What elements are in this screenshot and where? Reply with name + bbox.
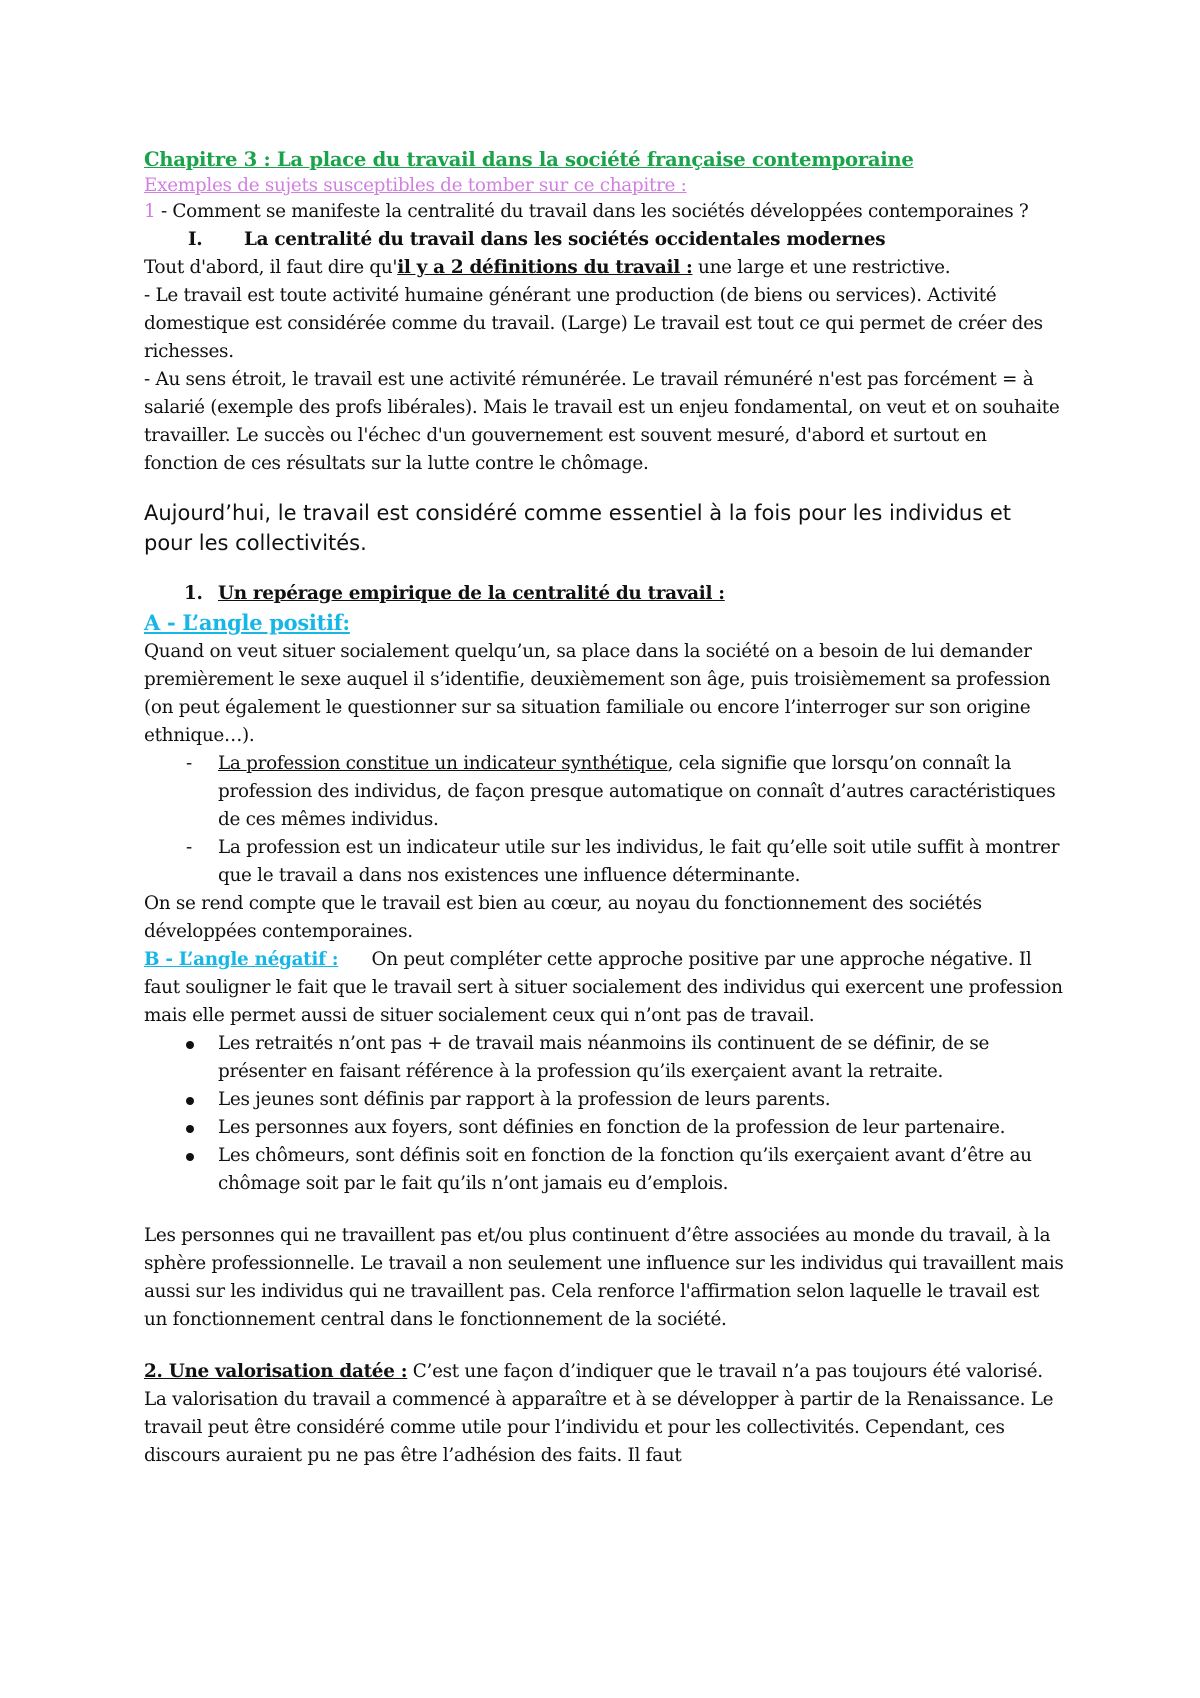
angle-a-conclusion: On se rend compte que le travail est bien au cœur, au noyau du fonctionnement des sociétés développées contemporaines. bbox=[144, 893, 982, 942]
bullet-text: Les retraités n’ont pas + de travail mais néanmoins ils continuent de se définir, de se présenter en faisant référence à la profession qu’ils exerçaient avant la retraite. bbox=[218, 1033, 990, 1082]
dash-marker: - bbox=[186, 837, 192, 858]
definition-strict: - Au sens étroit, le travail est une activité rémunérée. Le travail rémunéré n'est pas forcément = à salarié (exemple des profs libérales). Mais le travail est un enjeu fondamental, on veut et on souhaite travailler. Le succès ou l'échec d'un gouvernement est souvent mesuré, d'abord et surtout en fonction de ces résultats sur la lutte contre le chômage. bbox=[144, 369, 1060, 474]
bullet-item bbox=[144, 1030, 1064, 1086]
bullet-text: Les chômeurs, sont définis soit en fonction de la fonction qu’ils exerçaient avant d’être au chômage soit par le fait qu’ils n’ont jamais eu d’emplois. bbox=[218, 1145, 1032, 1194]
subsection-1-title: Un repérage empirique de la centralité du travail : bbox=[218, 583, 725, 604]
bullet-marker bbox=[144, 1030, 218, 1086]
bullet-marker bbox=[144, 1114, 218, 1142]
bullet-marker bbox=[144, 1086, 218, 1114]
chapter-title: Chapitre 3 : La place du travail dans la société française contemporaine bbox=[144, 148, 914, 171]
question-1 bbox=[144, 198, 1064, 226]
list-item-rest: , cela signifie que lorsqu’on connaît la profession des individus, de façon presque automatique on connaît d’autres caractéristiques de ces mêmes individus. bbox=[218, 753, 1056, 830]
bullet-item bbox=[144, 1114, 1064, 1142]
list-item bbox=[144, 834, 1064, 890]
section-numeral: I. bbox=[188, 229, 203, 250]
angle-a-text: Quand on veut situer socialement quelqu’un, sa place dans la société on a besoin de lui demander premièrement le sexe auquel il s’identifie, deuxièmement son âge, puis troisièmement sa profession (on peut également le questionner sur sa situation familiale ou encore l’interroger sur son origine ethnique…). bbox=[144, 641, 1051, 746]
bullet-icon bbox=[186, 1153, 194, 1161]
intro-before: Tout d'abord, il faut dire qu' bbox=[144, 257, 398, 278]
bullet-icon bbox=[186, 1041, 194, 1049]
intro-paragraph bbox=[144, 254, 1064, 282]
angle-a-title: A - L’angle positif: bbox=[144, 610, 350, 635]
bullet-icon bbox=[186, 1125, 194, 1133]
highlight-statement: Aujourd’hui, le travail est considéré comme essentiel à la fois pour les individus et pour les collectivités. bbox=[144, 501, 1012, 555]
chapter-subtitle: Exemples de sujets susceptibles de tomber sur ce chapitre : bbox=[144, 175, 687, 196]
dash-marker: - bbox=[186, 753, 192, 774]
bullet-text: Les jeunes sont définis par rapport à la profession de leurs parents. bbox=[218, 1089, 831, 1110]
definition-large: - Le travail est toute activité humaine générant une production (de biens ou services). Activité domestique est considérée comme du travail. (Large) Le travail est tout ce qui permet de créer des richesses. bbox=[144, 285, 1043, 362]
list-item bbox=[144, 750, 1064, 834]
list-item-text bbox=[218, 750, 1064, 834]
bullet-item bbox=[144, 1142, 1064, 1198]
bullet-item bbox=[144, 1086, 1064, 1114]
angle-b-paragraph bbox=[144, 946, 1069, 1030]
subsection-2-paragraph bbox=[144, 1358, 1064, 1470]
angle-b-conclusion: Les personnes qui ne travaillent pas et/ou plus continuent d’être associées au monde du travail, à la sphère professionnelle. Le travail a non seulement une influence sur les individus qui travaillent mais aussi sur les individus qui ne travaillent pas. Cela renforce l'affirmation selon laquelle le travail est un fonctionnement central dans le fonctionnement de la société. bbox=[144, 1225, 1064, 1330]
bullet-text: Les personnes aux foyers, sont définies en fonction de la profession de leur partenaire. bbox=[218, 1117, 1006, 1138]
intro-emphasis: il y a 2 définitions du travail : bbox=[397, 257, 693, 278]
question-text: - Comment se manifeste la centralité du travail dans les sociétés développées contemporaines ? bbox=[155, 201, 1029, 222]
subsection-1-heading bbox=[144, 580, 1064, 608]
subsection-2-text: C’est une façon d’indiquer que le travail n’a pas toujours été valorisé. La valorisation du travail a commencé à apparaître et à se développer à partir de la Renaissance. Le travail peut être considéré comme utile pour l’individu et pour les collectivités. Cependant, ces discours auraient pu ne pas être l’adhésion des faits. Il faut bbox=[144, 1361, 1054, 1466]
angle-b-lead: On peut compléter cette approche positive par une approche négative. Il faut souligner le fait que le travail sert à situer socialement des individus qui exercent une profession mais elle permet aussi de situer socialement ceux qui n’ont pas de travail. bbox=[144, 949, 1069, 1026]
bullet-icon bbox=[186, 1097, 194, 1105]
question-number: 1 bbox=[144, 201, 156, 222]
paragraph-spacer bbox=[144, 1198, 1064, 1222]
section-title: La centralité du travail dans les sociétés occidentales modernes bbox=[244, 229, 886, 250]
bullet-marker bbox=[144, 1142, 218, 1198]
angle-b-title: B - L’angle négatif : bbox=[144, 949, 339, 970]
document-body bbox=[144, 146, 1069, 1470]
list-item-underlined: La profession constitue un indicateur synthétique bbox=[218, 753, 668, 774]
list-item-text: La profession est un indicateur utile sur les individus, le fait qu’elle soit utile suffit à montrer que le travail a dans nos existences une influence déterminante. bbox=[218, 837, 1060, 886]
section-heading bbox=[144, 226, 1064, 254]
subsection-1-number: 1. bbox=[184, 583, 203, 604]
subsection-2-title: 2. Une valorisation datée : bbox=[144, 1361, 408, 1382]
paragraph-spacer bbox=[144, 1334, 1064, 1358]
intro-after: une large et une restrictive. bbox=[692, 257, 951, 278]
